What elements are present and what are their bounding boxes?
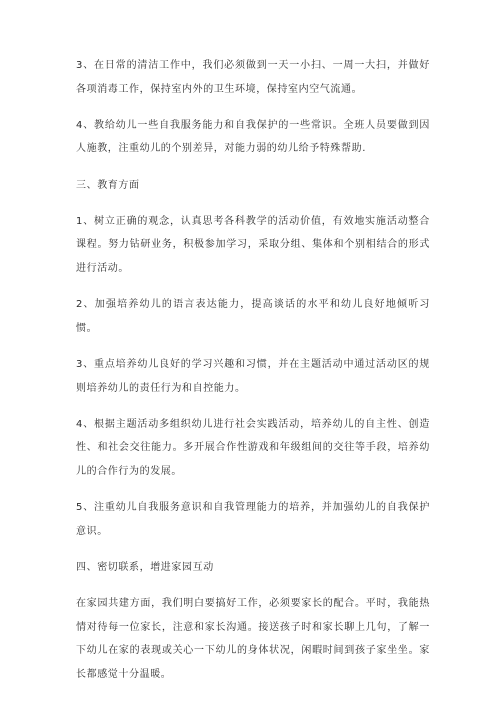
paragraph-home-school: 在家园共建方面，我们明白要搞好工作，必须要家长的配合。平时，我能热情对待每一位家长，注意和家长沟通。接送孩子时和家长聊上几句，了解一下幼儿在家的表现或关心一下幼儿的身体状况，闲暇时间到孩子家坐坐。家长都感觉十分温暖。 xyxy=(76,598,430,680)
paragraph-education-2: 2、加强培养幼儿的语言表达能力，提高谈话的水平和幼儿良好地倾听习惯。 xyxy=(76,299,430,334)
paragraph-education-3: 3、重点培养幼儿良好的学习兴趣和习惯，并在主题活动中通过活动区的规则培养幼儿的责任行为和自控能力。 xyxy=(76,358,430,394)
paragraph-education-1: 1、树立正确的观念，认真思考各科教学的活动价值，有效地实施活动整合课程。努力钻研业务，积极参加学习，采取分组、集体和个别相结合的形式进行活动。 xyxy=(76,215,430,274)
paragraph-self-care: 4、教给幼儿一些自我服务能力和自我保护的一些常识。全班人员要做到因人施教，注重幼儿的个别差异，对能力弱的幼儿给予特殊帮助. xyxy=(76,119,430,155)
section-heading-home-school: 四、密切联系，增进家园互动 xyxy=(76,561,214,573)
section-heading-education: 三、教育方面 xyxy=(76,179,140,191)
document-page xyxy=(76,54,430,686)
paragraph-education-4: 4、根据主题活动多组织幼儿进行社会实践活动，培养幼儿的自主性、创造性、和社会交往能力。多开展合作性游戏和年级组间的交往等手段，培养幼儿的合作行为的发展。 xyxy=(76,418,430,477)
paragraph-cleaning: 3、在日常的清洁工作中，我们必须做到一天一小扫、一周一大扫，并做好各项消毒工作，保持室内外的卫生环境，保持室内空气流通。 xyxy=(76,60,430,95)
paragraph-education-5: 5、注重幼儿自我服务意识和自我管理能力的培养，并加强幼儿的自我保护意识。 xyxy=(76,502,430,537)
